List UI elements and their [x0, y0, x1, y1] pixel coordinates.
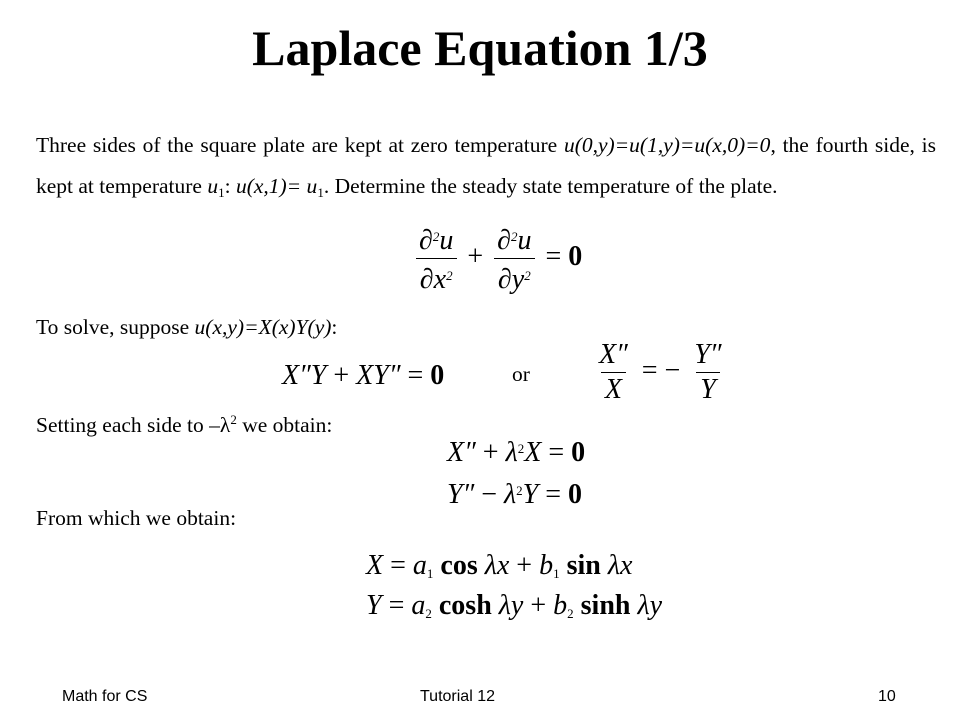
- separated-equation: X″Y + XY″ = 0: [282, 360, 445, 391]
- laplace-equation: $\frac{\partial^2u}{\partial x^2}$ + $\frac{\partial^2u}{\partial y^2}$ = 0: [412, 222, 582, 295]
- footer-tutorial: Tutorial 12: [420, 688, 495, 705]
- top-boundary-condition: u(x,1)= u: [235, 174, 318, 198]
- ode-x: $X'' + \lambda^2X = 0$: [447, 437, 586, 468]
- separation-ansatz: u(x,y)=X(x)Y(y): [194, 315, 332, 339]
- solve-line: To solve, suppose u(x,y)=X(x)Y(y):: [36, 315, 338, 339]
- boundary-conditions: u(0,y)=u(1,y)=u(x,0)=0: [563, 133, 771, 157]
- footer-course: Math for CS: [62, 688, 148, 705]
- from-which-line: From which we obtain:: [36, 506, 237, 530]
- solution-y: $Y = a_2$ $\cosh \lambda y + b_2$ sinh λy: [366, 590, 663, 621]
- setting-line: Setting each side to $-\lambda^2$ we obtain:: [36, 412, 333, 437]
- ode-y: $Y'' - \lambda^2Y = 0$: [447, 479, 583, 510]
- ratio-equation: $\frac{X''}{X}$ = − $\frac{Y''}{Y}$: [599, 339, 722, 405]
- solution-x: $X = a_1$ $\cos \lambda x + b_1$ sin λx: [366, 550, 633, 581]
- footer-page-number: 10: [878, 688, 896, 705]
- problem-statement: Three sides of the square plate are kept at zero temperature u(0,y)=u(1,y)=u(x,0)=0, the fourth side, is kept at temperature $u_1$: $u(x,1)= u_1$. Determine the steady state temperature of the plate.: [36, 133, 936, 200]
- slide-title: Laplace Equation 1/3: [252, 20, 708, 76]
- or-label: or: [512, 362, 530, 386]
